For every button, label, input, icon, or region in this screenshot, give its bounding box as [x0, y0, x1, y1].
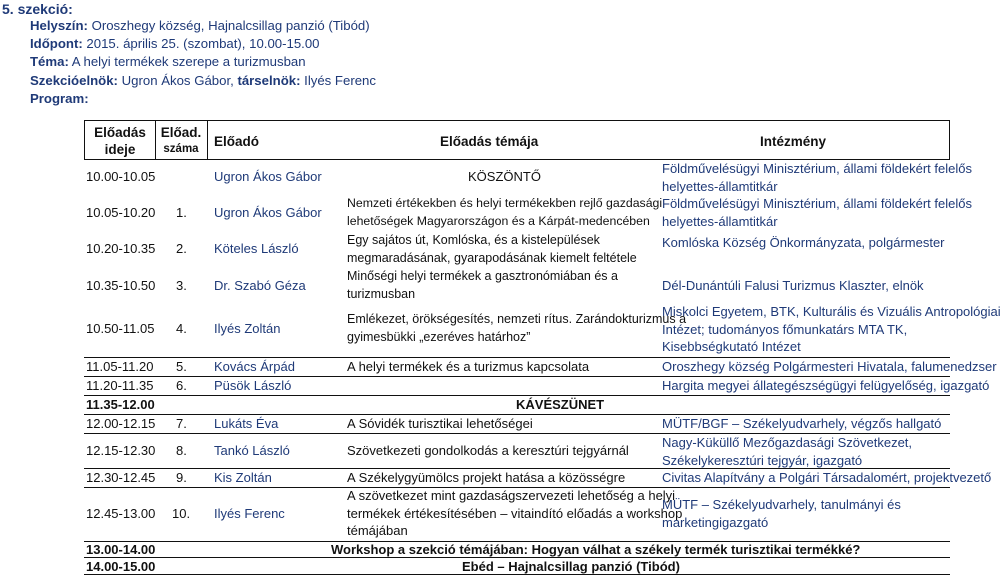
time-label: Időpont: [30, 36, 83, 52]
row-12-institution-line2: marketingigazgató [662, 514, 769, 530]
row-5-institution-line3: Kisebbségkutató Intézet [662, 339, 801, 354]
row-1-speaker: Ugron Ákos Gábor [214, 169, 322, 184]
row-12-institution [662, 496, 901, 531]
row-1-institution-line1: Földművelésügyi Minisztérium, állami földekért felelős [662, 161, 972, 176]
row-9-time: 12.00-12.15 [86, 416, 156, 431]
row-6-time: 11.05-11.20 [86, 359, 154, 374]
row-4-number: 3. [176, 278, 187, 293]
row-2-topic-line1: Nemzeti értékekben és helyi termékekben rejlő gazdasági [347, 196, 663, 210]
row-12-topic [347, 487, 682, 540]
header-time [86, 124, 154, 158]
row-10-number: 8. [176, 443, 187, 458]
row-12-topic-line2: termékek értékesítésében – vitaindító előadás a workshop [347, 505, 683, 521]
row-4-time: 10.35-10.50 [86, 278, 156, 293]
row-10-institution [662, 434, 912, 469]
theme-label: Téma: [30, 54, 69, 70]
row-3-topic [347, 232, 637, 267]
row-6-topic: A helyi termékek és a turizmus kapcsolata [347, 359, 590, 374]
row-5-topic [347, 311, 686, 346]
row-6-number: 5. [176, 359, 187, 374]
row-2-topic-line2: lehetőségek Magyarországon és a Kárpát-medencében [347, 213, 650, 228]
row-5-topic-line2: gyimesbükki „ezeréves határhoz” [347, 329, 531, 344]
row-6-institution: Oroszhegy község Polgármesteri Hivatala, falumenedzser [662, 359, 997, 374]
row-10-topic: Szövetkezeti gondolkodás a keresztúri tejgyárnál [347, 443, 629, 458]
row-3-topic-line2: megmaradásának, gyarapodásának kiemelt feltétele [347, 250, 637, 265]
cochair-label: társelnök: [237, 72, 301, 88]
row-3-time: 10.20-10.35 [86, 241, 156, 256]
row-10-speaker: Tankó László [214, 443, 290, 458]
header-institution: Intézmény [760, 134, 827, 149]
lunch-time: 14.00-15.00 [86, 559, 156, 574]
row-2-topic [347, 195, 662, 230]
row-4-topic [347, 268, 618, 303]
header-divider-2 [207, 120, 208, 159]
program-label: Program: [30, 90, 89, 106]
table-top-border [84, 120, 950, 121]
row-12-topic-line3: témájában [347, 523, 408, 538]
row-4-speaker: Dr. Szabó Géza [214, 278, 306, 293]
row-12-number: 10. [172, 506, 191, 521]
chair-value: Ugron Ákos Gábor, [121, 72, 234, 88]
theme-value: A helyi termékek szerepe a turizmusban [71, 54, 306, 70]
row-12-time: 12.45-13.00 [86, 506, 156, 521]
row-2-institution [662, 195, 972, 230]
header-number [158, 124, 204, 158]
header-number-line2: száma [163, 143, 199, 155]
row-2-time: 10.05-10.20 [86, 205, 156, 220]
chair-label: Szekcióelnök: [30, 72, 118, 88]
header-number-line1: Előad. [160, 125, 202, 140]
row-12-institution-line1: MÜTF – Székelyudvarhely, tanulmányi és [662, 497, 901, 512]
row-12-speaker: Ilyés Ferenc [214, 506, 285, 521]
table-right-border [949, 120, 950, 159]
location-value: Oroszhegy község, Hajnalcsillag panzió (Tibód) [91, 18, 370, 33]
row-3-institution: Komlóska Község Önkormányzata, polgármester [662, 235, 945, 250]
row-1-institution [662, 160, 972, 195]
row-11-topic: A Székelygyümölcs projekt hatása a közösségre [347, 470, 626, 485]
row-9-speaker: Lukáts Éva [214, 416, 279, 431]
row-10-institution-line2: Székelykeresztúri tejgyár, igazgató [662, 452, 863, 468]
lunch-label: Ebéd – Hajnalcsillag panzió (Tibód) [462, 559, 680, 574]
row-5-institution-line2: Intézet; tudományos főmunkatárs MTA TK, [662, 321, 908, 337]
row-9-number: 7. [176, 416, 187, 431]
row-3-speaker: Köteles László [214, 241, 299, 256]
row-2-number: 1. [176, 205, 187, 220]
row-11-institution: Civitas Alapítvány a Polgári Társadalomért, projektvezető [662, 470, 992, 485]
row-5-institution-line1: Miskolci Egyetem, BTK, Kulturális és Vizuális Antropológiai [662, 304, 1001, 319]
workshop-time: 13.00-14.00 [86, 542, 156, 557]
time-value: 2015. április 25. (szombat), 10.00-15.00 [86, 36, 320, 52]
header-time-line1: Előadás [94, 125, 146, 140]
section-title: 5. szekció: [2, 1, 73, 17]
row-7-time: 11.20-11.35 [86, 378, 154, 393]
row-4-topic-line1: Minőségi helyi termékek a gasztronómiában és a [347, 269, 618, 283]
row-4-institution: Dél-Dunántúli Falusi Turizmus Klaszter, elnök [662, 278, 924, 293]
header-divider-1 [155, 120, 156, 159]
row-5-topic-line1: Emlékezet, örökségesítés, nemzeti rítus. Zarándokturizmus a [347, 312, 687, 326]
row-10-time: 12.15-12.30 [86, 443, 156, 458]
row-1-time: 10.00-10.05 [86, 169, 156, 184]
coffee-break-label: KÁVÉSZÜNET [516, 397, 605, 412]
row-3-topic-line1: Egy sajátos út, Komlóska, és a kistelepülések [347, 233, 600, 247]
header-time-line2: ideje [104, 142, 136, 157]
workshop-label: Workshop a szekció témájában: Hogyan válhat a székely termék turisztikai termékké? [331, 542, 861, 557]
row-2-speaker: Ugron Ákos Gábor [214, 205, 322, 220]
cochair-value: Ilyés Ferenc [304, 72, 376, 88]
row-2-institution-line2: helyettes-államtitkár [662, 213, 778, 229]
row-5-number: 4. [176, 321, 187, 336]
coffee-break-time: 11.35-12.00 [86, 397, 155, 412]
row-5-speaker: Ilyés Zoltán [214, 321, 281, 336]
row-5-time: 10.50-11.05 [86, 321, 155, 336]
row-7-institution: Hargita megyei állategészségügyi felügyelőség, igazgató [662, 378, 990, 393]
row-6-speaker: Kovács Árpád [214, 359, 295, 374]
row-9-topic: A Sóvidék turisztikai lehetőségei [347, 416, 533, 431]
header-speaker: Előadó [214, 134, 260, 149]
row-7-number: 6. [176, 378, 187, 393]
row-4-topic-line2: turizmusban [347, 286, 416, 301]
row-12-topic-line1: A szövetkezet mint gazdaságszervezeti lehetőség a helyi [347, 488, 676, 503]
header-topic: Előadás témája [440, 134, 539, 149]
row-1-institution-line2: helyettes-államtitkár [662, 178, 778, 194]
location-label: Helyszín: [30, 18, 88, 33]
row-2-institution-line1: Földművelésügyi Minisztérium, állami földekért felelős [662, 196, 972, 211]
row-11-time: 12.30-12.45 [86, 470, 156, 485]
row-10-institution-line1: Nagy-Küküllő Mezőgazdasági Szövetkezet, [662, 435, 913, 450]
row-11-number: 9. [176, 470, 187, 485]
row-1-topic: KÖSZÖNTŐ [468, 169, 541, 184]
row-7-speaker: Püsök László [214, 378, 292, 393]
table-left-border [84, 120, 85, 159]
row-3-number: 2. [176, 241, 187, 256]
row-5-institution [662, 303, 1001, 356]
row-9-institution: MÜTF/BGF – Székelyudvarhely, végzős hallgató [662, 416, 942, 431]
row-11-speaker: Kis Zoltán [214, 470, 272, 485]
